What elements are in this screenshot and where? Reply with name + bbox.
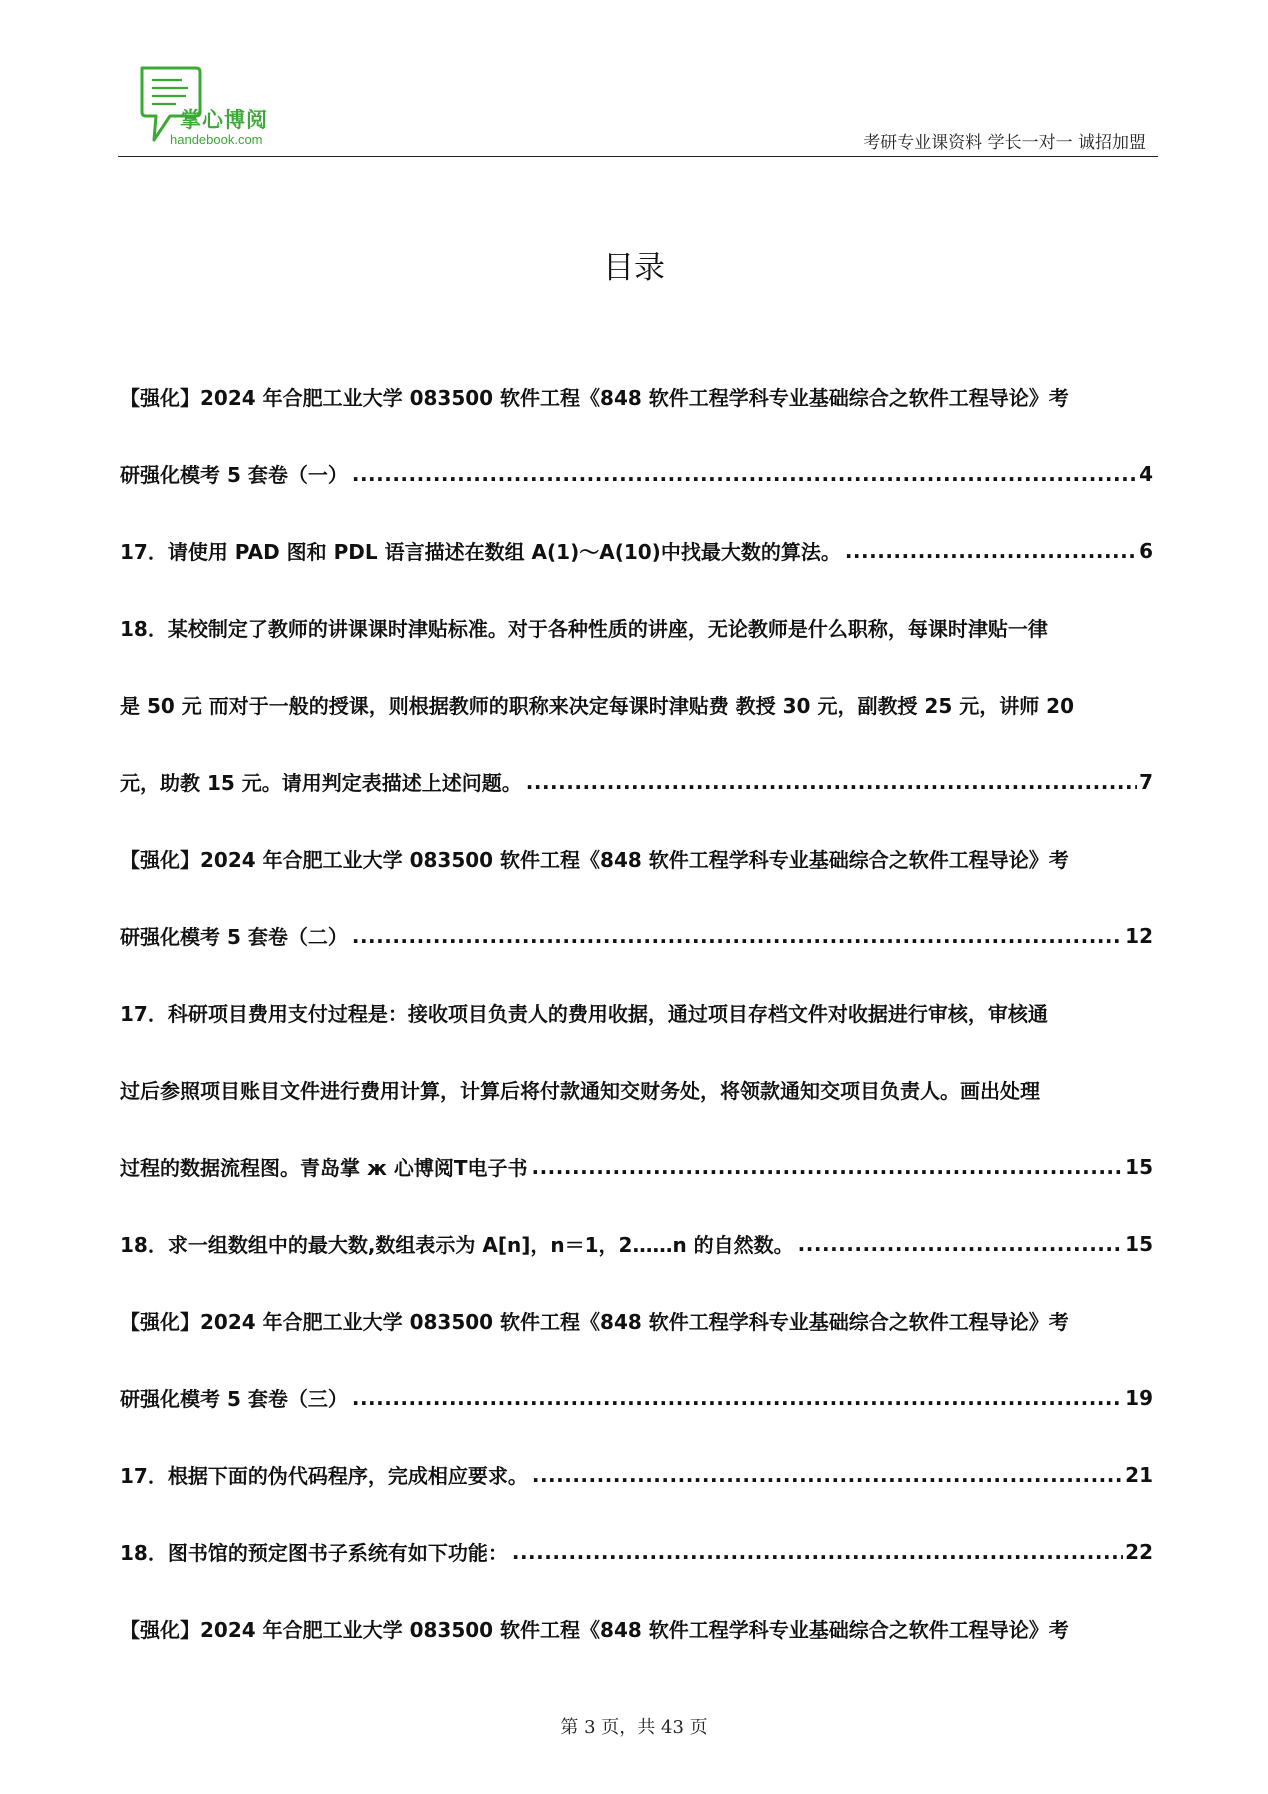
dot-leader bbox=[352, 462, 1137, 486]
toc-line bbox=[120, 666, 1153, 743]
toc-text: 元，助教 15 元。请用判定表描述上述问题。 bbox=[120, 771, 522, 795]
toc-entry[interactable] bbox=[120, 1436, 1153, 1513]
logo-url: handebook.com bbox=[170, 132, 263, 147]
toc-line bbox=[120, 1051, 1153, 1128]
toc-text: 研强化模考 5 套卷（三） bbox=[120, 1387, 348, 1411]
header-tagline: 考研专业课资料 学长一对一 诚招加盟 bbox=[863, 133, 1146, 153]
dot-leader bbox=[532, 1463, 1123, 1487]
dot-leader bbox=[512, 1540, 1123, 1564]
toc-entry[interactable] bbox=[120, 1205, 1153, 1282]
toc-text: 18．求一组数组中的最大数,数组表示为 A[n]，n＝1，2……n 的自然数。 bbox=[120, 1233, 794, 1257]
toc-entry[interactable] bbox=[120, 1128, 1153, 1205]
toc-page-number: 19 bbox=[1125, 1385, 1153, 1410]
toc-title: 目录 bbox=[603, 250, 665, 286]
toc-page-number: 12 bbox=[1125, 923, 1153, 948]
toc-line bbox=[120, 1282, 1153, 1359]
toc-text: 是 50 元 而对于一般的授课，则根据教师的职称来决定每课时津贴费 教授 30 元，副教授 25 元，讲师 20 bbox=[120, 694, 1074, 718]
dot-leader bbox=[352, 1386, 1123, 1410]
toc-entry[interactable] bbox=[120, 897, 1153, 974]
dot-leader bbox=[526, 770, 1137, 794]
toc-text: 18．某校制定了教师的讲课课时津贴标准。对于各种性质的讲座，无论教师是什么职称，每课时津贴一律 bbox=[120, 617, 1048, 641]
toc-entry[interactable] bbox=[120, 512, 1153, 589]
toc-entry[interactable] bbox=[120, 743, 1153, 820]
toc-text: 17．科研项目费用支付过程是：接收项目负责人的费用收据，通过项目存档文件对收据进行审核，审核通 bbox=[120, 1002, 1048, 1026]
toc-entry[interactable] bbox=[120, 1513, 1153, 1590]
toc-text: 【强化】2024 年合肥工业大学 083500 软件工程《848 软件工程学科专业基础综合之软件工程导论》考 bbox=[120, 1310, 1069, 1334]
toc-text: 18．图书馆的预定图书子系统有如下功能： bbox=[120, 1541, 508, 1565]
page-header bbox=[118, 58, 1158, 157]
toc-text: 17．根据下面的伪代码程序，完成相应要求。 bbox=[120, 1464, 528, 1488]
toc-page-number: 21 bbox=[1125, 1462, 1153, 1487]
toc-page-number: 6 bbox=[1139, 538, 1153, 563]
dot-leader bbox=[798, 1232, 1123, 1256]
toc-line bbox=[120, 1590, 1153, 1667]
toc-text: 【强化】2024 年合肥工业大学 083500 软件工程《848 软件工程学科专业基础综合之软件工程导论》考 bbox=[120, 1618, 1069, 1642]
toc-text: 过后参照项目账目文件进行费用计算，计算后将付款通知交财务处，将领款通知交项目负责人。画出处理 bbox=[120, 1079, 1040, 1103]
toc-text: 17．请使用 PAD 图和 PDL 语言描述在数组 A(1)～A(10)中找最大数的算法。 bbox=[120, 540, 841, 564]
table-of-contents bbox=[120, 358, 1153, 1667]
dot-leader bbox=[845, 539, 1137, 563]
toc-page-number: 15 bbox=[1125, 1231, 1153, 1256]
handebook-logo[interactable] bbox=[136, 64, 376, 154]
toc-line bbox=[120, 589, 1153, 666]
toc-line bbox=[120, 820, 1153, 897]
toc-text: 过程的数据流程图。青岛掌 ж 心博阅T电子书 bbox=[120, 1156, 528, 1180]
dot-leader bbox=[352, 924, 1123, 948]
toc-page-number: 7 bbox=[1139, 769, 1153, 794]
dot-leader bbox=[531, 1155, 1123, 1179]
toc-text: 【强化】2024 年合肥工业大学 083500 软件工程《848 软件工程学科专业基础综合之软件工程导论》考 bbox=[120, 386, 1069, 410]
logo-brand-name: 掌心博阅 bbox=[180, 108, 268, 132]
toc-entry[interactable] bbox=[120, 435, 1153, 512]
toc-line bbox=[120, 974, 1153, 1051]
toc-text: 研强化模考 5 套卷（二） bbox=[120, 925, 348, 949]
toc-page-number: 22 bbox=[1125, 1539, 1153, 1564]
toc-page-number: 15 bbox=[1125, 1154, 1153, 1179]
toc-text: 研强化模考 5 套卷（一） bbox=[120, 463, 348, 487]
toc-entry[interactable] bbox=[120, 1359, 1153, 1436]
toc-line bbox=[120, 358, 1153, 435]
page-footer: 第 3 页，共 43 页 bbox=[560, 1717, 708, 1738]
toc-page-number: 4 bbox=[1139, 461, 1153, 486]
toc-text: 【强化】2024 年合肥工业大学 083500 软件工程《848 软件工程学科专业基础综合之软件工程导论》考 bbox=[120, 848, 1069, 872]
